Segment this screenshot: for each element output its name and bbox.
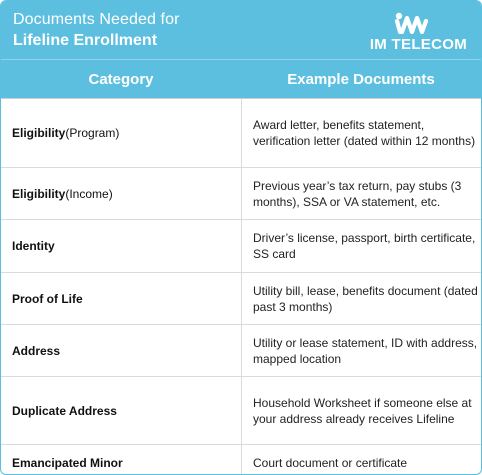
- category-cell: [1, 445, 242, 475]
- table-row: [1, 98, 481, 167]
- category-name: Proof of Life: [12, 291, 83, 306]
- table-row: [1, 219, 481, 272]
- category-cell: [1, 377, 242, 444]
- category-name: Emancipated Minor: [12, 456, 123, 470]
- title-line-2: Lifeline Enrollment: [13, 32, 158, 49]
- title-line-1: Documents Needed for: [13, 11, 180, 28]
- column-header-examples: Example Documents: [287, 70, 435, 88]
- table-row: [1, 444, 481, 475]
- examples-cell: Previous year’s tax return, pay stubs (3 months), SSA or VA statement, etc.: [253, 178, 462, 209]
- category-name: Eligibility: [12, 126, 66, 140]
- table-header-banner: [1, 1, 481, 59]
- table-row: [1, 376, 481, 444]
- examples-cell: Utility or lease statement, ID with address, mapped location: [253, 335, 478, 366]
- examples-cell: Award letter, benefits statement, verification letter (dated within 12 months): [253, 118, 476, 148]
- category-name: Eligibility: [12, 186, 66, 201]
- column-headers: [1, 59, 481, 98]
- examples-cell: Utility bill, lease, benefits document (dated past 3 months): [253, 283, 478, 314]
- examples-cell: Driver’s license, passport, birth certificate, SS card: [253, 231, 476, 261]
- brand: [367, 12, 467, 54]
- category-cell: [1, 325, 242, 376]
- category-name: Address: [12, 343, 61, 358]
- category-cell: [1, 273, 242, 324]
- category-cell: [1, 99, 242, 167]
- table-row: [1, 324, 481, 376]
- category-cell: [1, 168, 242, 219]
- examples-cell: Court document or certificate: [253, 456, 408, 470]
- table-row: [1, 167, 481, 219]
- examples-cell: Household Worksheet if someone else at your address already receives Lifeline: [253, 395, 472, 426]
- category-cell: [1, 220, 242, 272]
- category-name: Duplicate Address: [12, 403, 117, 418]
- column-header-category: Category: [88, 70, 154, 88]
- category-qualifier: (Program): [65, 126, 120, 140]
- category-name: Identity: [12, 239, 55, 253]
- category-qualifier: (Income): [65, 186, 113, 201]
- im-telecom-logo-icon: [395, 12, 435, 34]
- brand-name: IM TELECOM: [369, 36, 467, 53]
- table-row: [1, 272, 481, 324]
- table-body: [1, 98, 481, 475]
